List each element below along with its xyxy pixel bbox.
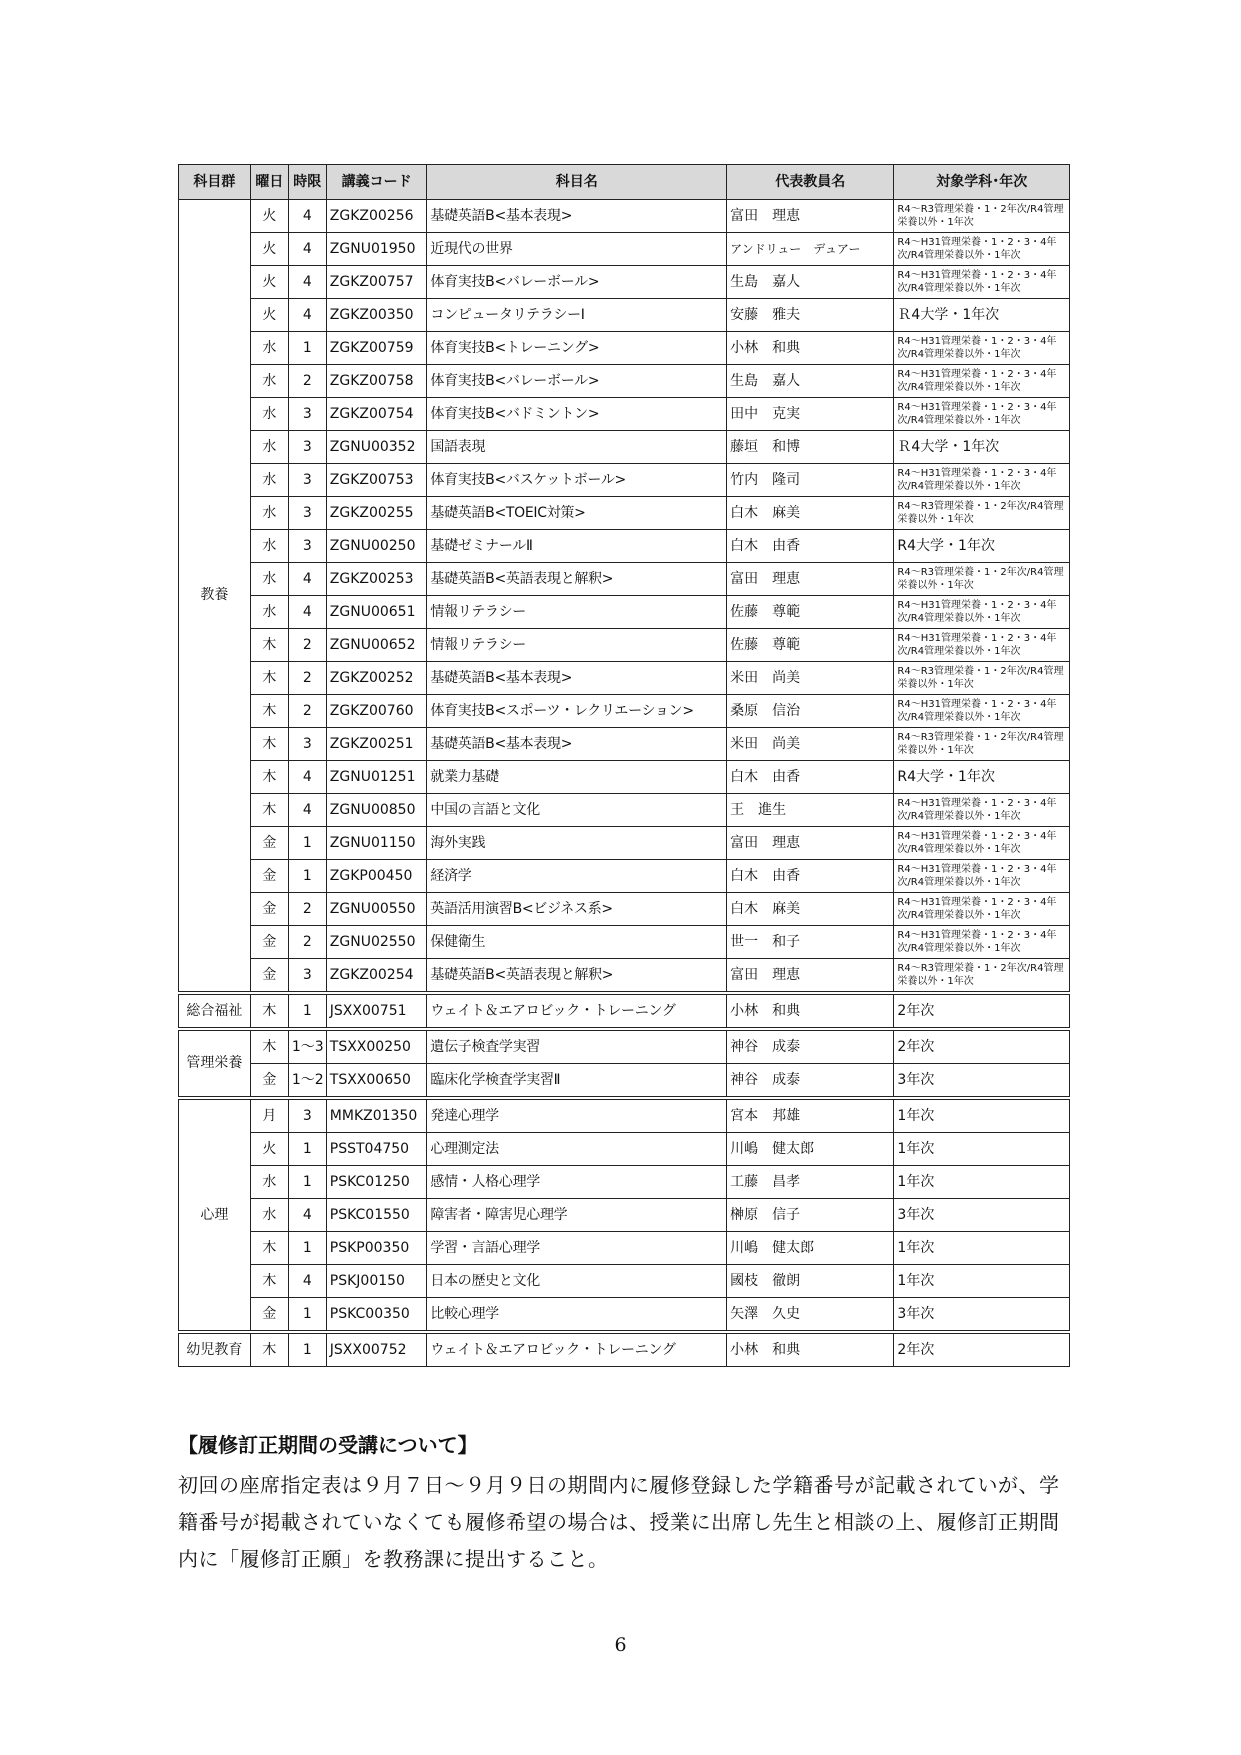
day-cell: 金 [250,959,288,994]
target-cell: R4～H31管理栄養・1・2・3・4年次/R4管理栄養以外・1年次 [894,695,1070,728]
table-row [179,200,1070,233]
subject-cell: 体育実技B<バスケットボール> [427,464,727,497]
code-cell: ZGNU00850 [326,794,427,827]
target-cell: R4～H31管理栄養・1・2・3・4年次/R4管理栄養以外・1年次 [894,926,1070,959]
table-row [179,233,1070,266]
day-cell: 水 [250,596,288,629]
column-header: 時限 [288,165,326,200]
teacher-cell: 富田 理恵 [727,200,894,233]
table-row [179,398,1070,431]
subject-cell: 体育実技B<バレーボール> [427,365,727,398]
code-cell: PSKC01250 [326,1166,427,1199]
target-cell: R4～H31管理栄養・1・2・3・4年次/R4管理栄養以外・1年次 [894,893,1070,926]
code-cell: ZGNU01950 [326,233,427,266]
table-row [179,794,1070,827]
target-cell: R4～H31管理栄養・1・2・3・4年次/R4管理栄養以外・1年次 [894,629,1070,662]
code-cell: PSKC01550 [326,1199,427,1232]
teacher-cell: 佐藤 尊範 [727,596,894,629]
subject-cell: 学習・言語心理学 [427,1232,727,1265]
table-row [179,629,1070,662]
target-cell: R4～R3管理栄養・1・2年次/R4管理栄養以外・1年次 [894,563,1070,596]
code-cell: PSKP00350 [326,1232,427,1265]
code-cell: ZGNU00352 [326,431,427,464]
table-row [179,1298,1070,1333]
period-cell: 4 [288,563,326,596]
target-cell: 3年次 [894,1199,1070,1232]
day-cell: 火 [250,1133,288,1166]
day-cell: 木 [250,1265,288,1298]
period-cell: 1 [288,1232,326,1265]
day-cell: 金 [250,827,288,860]
table-row [179,1166,1070,1199]
code-cell: ZGKZ00758 [326,365,427,398]
teacher-cell: 生島 嘉人 [727,266,894,299]
teacher-cell: 桑原 信治 [727,695,894,728]
section-title: 【履修訂正期間の受講について】 [178,1433,478,1457]
day-cell: 水 [250,332,288,365]
target-cell: R4～H31管理栄養・1・2・3・4年次/R4管理栄養以外・1年次 [894,860,1070,893]
teacher-cell: 工藤 昌孝 [727,1166,894,1199]
period-cell: 2 [288,629,326,662]
day-cell: 火 [250,233,288,266]
subject-cell: 遺伝子検査学実習 [427,1029,727,1064]
column-header: 代表教員名 [727,165,894,200]
column-header: 講義コード [326,165,427,200]
table-row [179,563,1070,596]
day-cell: 木 [250,662,288,695]
table-row [179,464,1070,497]
day-cell: 木 [250,794,288,827]
code-cell: ZGKZ00256 [326,200,427,233]
teacher-cell: 米田 尚美 [727,662,894,695]
group-name: 幼児教育 [179,1332,251,1367]
column-header: 対象学科･年次 [894,165,1070,200]
target-cell: 2年次 [894,993,1070,1029]
period-cell: 1 [288,1332,326,1367]
target-cell: R4～R3管理栄養・1・2年次/R4管理栄養以外・1年次 [894,497,1070,530]
target-cell: R4～R3管理栄養・1・2年次/R4管理栄養以外・1年次 [894,662,1070,695]
target-cell: R4～H31管理栄養・1・2・3・4年次/R4管理栄養以外・1年次 [894,596,1070,629]
period-cell: 4 [288,200,326,233]
code-cell: PSKC00350 [326,1298,427,1333]
subject-cell: 就業力基礎 [427,761,727,794]
target-cell: 1年次 [894,1133,1070,1166]
teacher-cell: 生島 嘉人 [727,365,894,398]
period-cell: 1 [288,860,326,893]
code-cell: TSXX00650 [326,1064,427,1099]
code-cell: ZGKZ00255 [326,497,427,530]
period-cell: 3 [288,497,326,530]
table-row [179,596,1070,629]
code-cell: ZGKZ00254 [326,959,427,994]
day-cell: 水 [250,497,288,530]
group-name: 総合福祉 [179,993,251,1029]
period-cell: 3 [288,431,326,464]
teacher-cell: 米田 尚美 [727,728,894,761]
code-cell: ZGNU00250 [326,530,427,563]
code-cell: ZGNU00651 [326,596,427,629]
period-cell: 2 [288,926,326,959]
subject-cell: 日本の歴史と文化 [427,1265,727,1298]
table-row [179,728,1070,761]
teacher-cell: 富田 理恵 [727,827,894,860]
code-cell: ZGKZ00757 [326,266,427,299]
target-cell: R4～H31管理栄養・1・2・3・4年次/R4管理栄養以外・1年次 [894,827,1070,860]
day-cell: 木 [250,1332,288,1367]
teacher-cell: 神谷 成泰 [727,1064,894,1099]
period-cell: 3 [288,1098,326,1133]
table-row [179,1199,1070,1232]
table-row [179,332,1070,365]
table-row [179,1064,1070,1099]
subject-cell: 情報リテラシー [427,629,727,662]
subject-cell: ウェイト＆エアロビック・トレーニング [427,993,727,1029]
registration-note: 初回の座席指定表は９月７日～９月９日の期間内に履修登録した学籍番号が記載されていが、学籍番号が掲載されていなくても履修希望の場合は、授業に出席し先生と相談の上、履修訂正期間内に「履修訂正願」を教務課に提出すること。 [178,1473,1060,1571]
period-cell: 4 [288,299,326,332]
target-cell: 3年次 [894,1298,1070,1333]
target-cell: R4大学・1年次 [894,530,1070,563]
target-cell: R4～H31管理栄養・1・2・3・4年次/R4管理栄養以外・1年次 [894,365,1070,398]
header-row [179,165,1070,200]
group-name: 管理栄養 [179,1029,251,1098]
day-cell: 水 [250,431,288,464]
period-cell: 2 [288,365,326,398]
day-cell: 水 [250,563,288,596]
period-cell: 1 [288,993,326,1029]
day-cell: 火 [250,200,288,233]
teacher-cell: 神谷 成泰 [727,1029,894,1064]
table-row [179,1098,1070,1133]
teacher-cell: 國枝 徹朗 [727,1265,894,1298]
subject-cell: 英語活用演習B<ビジネス系> [427,893,727,926]
subject-cell: 基礎英語B<基本表現> [427,728,727,761]
target-cell: Ｒ4大学・1年次 [894,299,1070,332]
teacher-cell: 世一 和子 [727,926,894,959]
table-row [179,695,1070,728]
target-cell: 1年次 [894,1098,1070,1133]
target-cell: 1年次 [894,1166,1070,1199]
subject-cell: 基礎ゼミナールⅡ [427,530,727,563]
target-cell: R4～H31管理栄養・1・2・3・4年次/R4管理栄養以外・1年次 [894,332,1070,365]
period-cell: 4 [288,794,326,827]
period-cell: 4 [288,266,326,299]
day-cell: 木 [250,728,288,761]
teacher-cell: 富田 理恵 [727,959,894,994]
table-row [179,1265,1070,1298]
table-body [179,200,1070,1367]
table-row [179,893,1070,926]
period-cell: 4 [288,596,326,629]
teacher-cell: 富田 理恵 [727,563,894,596]
teacher-cell: 白木 由香 [727,761,894,794]
table-row [179,827,1070,860]
day-cell: 水 [250,398,288,431]
target-cell: R4～H31管理栄養・1・2・3・4年次/R4管理栄養以外・1年次 [894,794,1070,827]
subject-cell: 基礎英語B<基本表現> [427,200,727,233]
subject-cell: 基礎英語B<英語表現と解釈> [427,563,727,596]
code-cell: ZGKZ00759 [326,332,427,365]
code-cell: ZGNU01150 [326,827,427,860]
teacher-cell: 川嶋 健太郎 [727,1133,894,1166]
day-cell: 水 [250,365,288,398]
code-cell: ZGNU02550 [326,926,427,959]
target-cell: Ｒ4大学・1年次 [894,431,1070,464]
period-cell: 1 [288,1133,326,1166]
table-row [179,299,1070,332]
period-cell: 1～2 [288,1064,326,1099]
subject-cell: コンピュータリテラシーⅠ [427,299,727,332]
table-row [179,761,1070,794]
target-cell: 2年次 [894,1029,1070,1064]
target-cell: R4～R3管理栄養・1・2年次/R4管理栄養以外・1年次 [894,959,1070,994]
teacher-cell: 矢澤 久史 [727,1298,894,1333]
code-cell: ZGKZ00350 [326,299,427,332]
subject-cell: 保健衛生 [427,926,727,959]
target-cell: 1年次 [894,1232,1070,1265]
subject-cell: 国語表現 [427,431,727,464]
period-cell: 1 [288,1298,326,1333]
period-cell: 3 [288,959,326,994]
table-row [179,266,1070,299]
column-header: 科目群 [179,165,251,200]
period-cell: 3 [288,464,326,497]
table-row [179,959,1070,994]
day-cell: 金 [250,1298,288,1333]
subject-cell: 感情・人格心理学 [427,1166,727,1199]
target-cell: 3年次 [894,1064,1070,1099]
day-cell: 金 [250,860,288,893]
teacher-cell: 川嶋 健太郎 [727,1232,894,1265]
day-cell: 木 [250,761,288,794]
subject-cell: 近現代の世界 [427,233,727,266]
day-cell: 木 [250,629,288,662]
period-cell: 1 [288,1166,326,1199]
subject-cell: 発達心理学 [427,1098,727,1133]
code-cell: ZGNU00550 [326,893,427,926]
target-cell: R4～H31管理栄養・1・2・3・4年次/R4管理栄養以外・1年次 [894,266,1070,299]
course-schedule-table [178,164,1070,1367]
day-cell: 木 [250,1232,288,1265]
period-cell: 4 [288,233,326,266]
period-cell: 4 [288,761,326,794]
subject-cell: 基礎英語B<英語表現と解釈> [427,959,727,994]
teacher-cell: 藤垣 和博 [727,431,894,464]
subject-cell: 中国の言語と文化 [427,794,727,827]
column-header: 科目名 [427,165,727,200]
subject-cell: 海外実践 [427,827,727,860]
subject-cell: 情報リテラシー [427,596,727,629]
teacher-cell: 白木 麻美 [727,893,894,926]
code-cell: ZGKZ00252 [326,662,427,695]
code-cell: ZGKP00450 [326,860,427,893]
teacher-cell: 安藤 雅夫 [727,299,894,332]
table-row [179,1232,1070,1265]
subject-cell: 障害者・障害児心理学 [427,1199,727,1232]
teacher-cell: 佐藤 尊範 [727,629,894,662]
teacher-cell: 小林 和典 [727,332,894,365]
code-cell: ZGNU00652 [326,629,427,662]
period-cell: 4 [288,1199,326,1232]
day-cell: 金 [250,1064,288,1099]
teacher-cell: 白木 由香 [727,860,894,893]
code-cell: JSXX00751 [326,993,427,1029]
code-cell: ZGKZ00253 [326,563,427,596]
target-cell: 1年次 [894,1265,1070,1298]
teacher-cell: アンドリュー デュアー [727,233,894,266]
teacher-cell: 宮本 邦雄 [727,1098,894,1133]
subject-cell: 体育実技B<トレーニング> [427,332,727,365]
day-cell: 木 [250,993,288,1029]
period-cell: 1 [288,332,326,365]
period-cell: 1 [288,827,326,860]
period-cell: 1～3 [288,1029,326,1064]
subject-cell: 体育実技B<バレーボール> [427,266,727,299]
subject-cell: 臨床化学検査学実習Ⅱ [427,1064,727,1099]
target-cell: R4～R3管理栄養・1・2年次/R4管理栄養以外・1年次 [894,728,1070,761]
page-number: 6 [614,1634,627,1656]
code-cell: MMKZ01350 [326,1098,427,1133]
day-cell: 月 [250,1098,288,1133]
target-cell: 2年次 [894,1332,1070,1367]
target-cell: R4～H31管理栄養・1・2・3・4年次/R4管理栄養以外・1年次 [894,464,1070,497]
day-cell: 水 [250,1166,288,1199]
table-row [179,530,1070,563]
table-header [179,165,1070,200]
table-row [179,1133,1070,1166]
teacher-cell: 田中 克実 [727,398,894,431]
table-row [179,1332,1070,1367]
group-name: 教養 [179,200,251,994]
subject-cell: ウェイト＆エアロビック・トレーニング [427,1332,727,1367]
day-cell: 金 [250,926,288,959]
table-row [179,662,1070,695]
target-cell: R4～H31管理栄養・1・2・3・4年次/R4管理栄養以外・1年次 [894,398,1070,431]
code-cell: PSST04750 [326,1133,427,1166]
day-cell: 金 [250,893,288,926]
code-cell: PSKJ00150 [326,1265,427,1298]
subject-cell: 体育実技B<バドミントン> [427,398,727,431]
day-cell: 水 [250,1199,288,1232]
subject-cell: 基礎英語B<TOEIC対策> [427,497,727,530]
table-row [179,993,1070,1029]
table-row [179,431,1070,464]
teacher-cell: 小林 和典 [727,1332,894,1367]
day-cell: 木 [250,1029,288,1064]
code-cell: ZGKZ00753 [326,464,427,497]
code-cell: ZGNU01251 [326,761,427,794]
group-name: 心理 [179,1098,251,1332]
day-cell: 火 [250,266,288,299]
teacher-cell: 王 進生 [727,794,894,827]
subject-cell: 基礎英語B<基本表現> [427,662,727,695]
day-cell: 木 [250,695,288,728]
day-cell: 水 [250,464,288,497]
subject-cell: 体育実技B<スポーツ・レクリエーション> [427,695,727,728]
period-cell: 3 [288,728,326,761]
code-cell: ZGKZ00760 [326,695,427,728]
period-cell: 3 [288,530,326,563]
teacher-cell: 竹内 隆司 [727,464,894,497]
subject-cell: 比較心理学 [427,1298,727,1333]
period-cell: 2 [288,893,326,926]
code-cell: JSXX00752 [326,1332,427,1367]
teacher-cell: 白木 由香 [727,530,894,563]
table-row [179,365,1070,398]
code-cell: ZGKZ00251 [326,728,427,761]
subject-cell: 経済学 [427,860,727,893]
period-cell: 2 [288,695,326,728]
target-cell: R4大学・1年次 [894,761,1070,794]
target-cell: R4～R3管理栄養・1・2年次/R4管理栄養以外・1年次 [894,200,1070,233]
table-row [179,860,1070,893]
table-row [179,926,1070,959]
teacher-cell: 榊原 信子 [727,1199,894,1232]
subject-cell: 心理測定法 [427,1133,727,1166]
teacher-cell: 小林 和典 [727,993,894,1029]
target-cell: R4～H31管理栄養・1・2・3・4年次/R4管理栄養以外・1年次 [894,233,1070,266]
table-row [179,497,1070,530]
code-cell: ZGKZ00754 [326,398,427,431]
day-cell: 水 [250,530,288,563]
period-cell: 4 [288,1265,326,1298]
table-row [179,1029,1070,1064]
teacher-cell: 白木 麻美 [727,497,894,530]
period-cell: 3 [288,398,326,431]
code-cell: TSXX00250 [326,1029,427,1064]
period-cell: 2 [288,662,326,695]
day-cell: 火 [250,299,288,332]
column-header: 曜日 [250,165,288,200]
